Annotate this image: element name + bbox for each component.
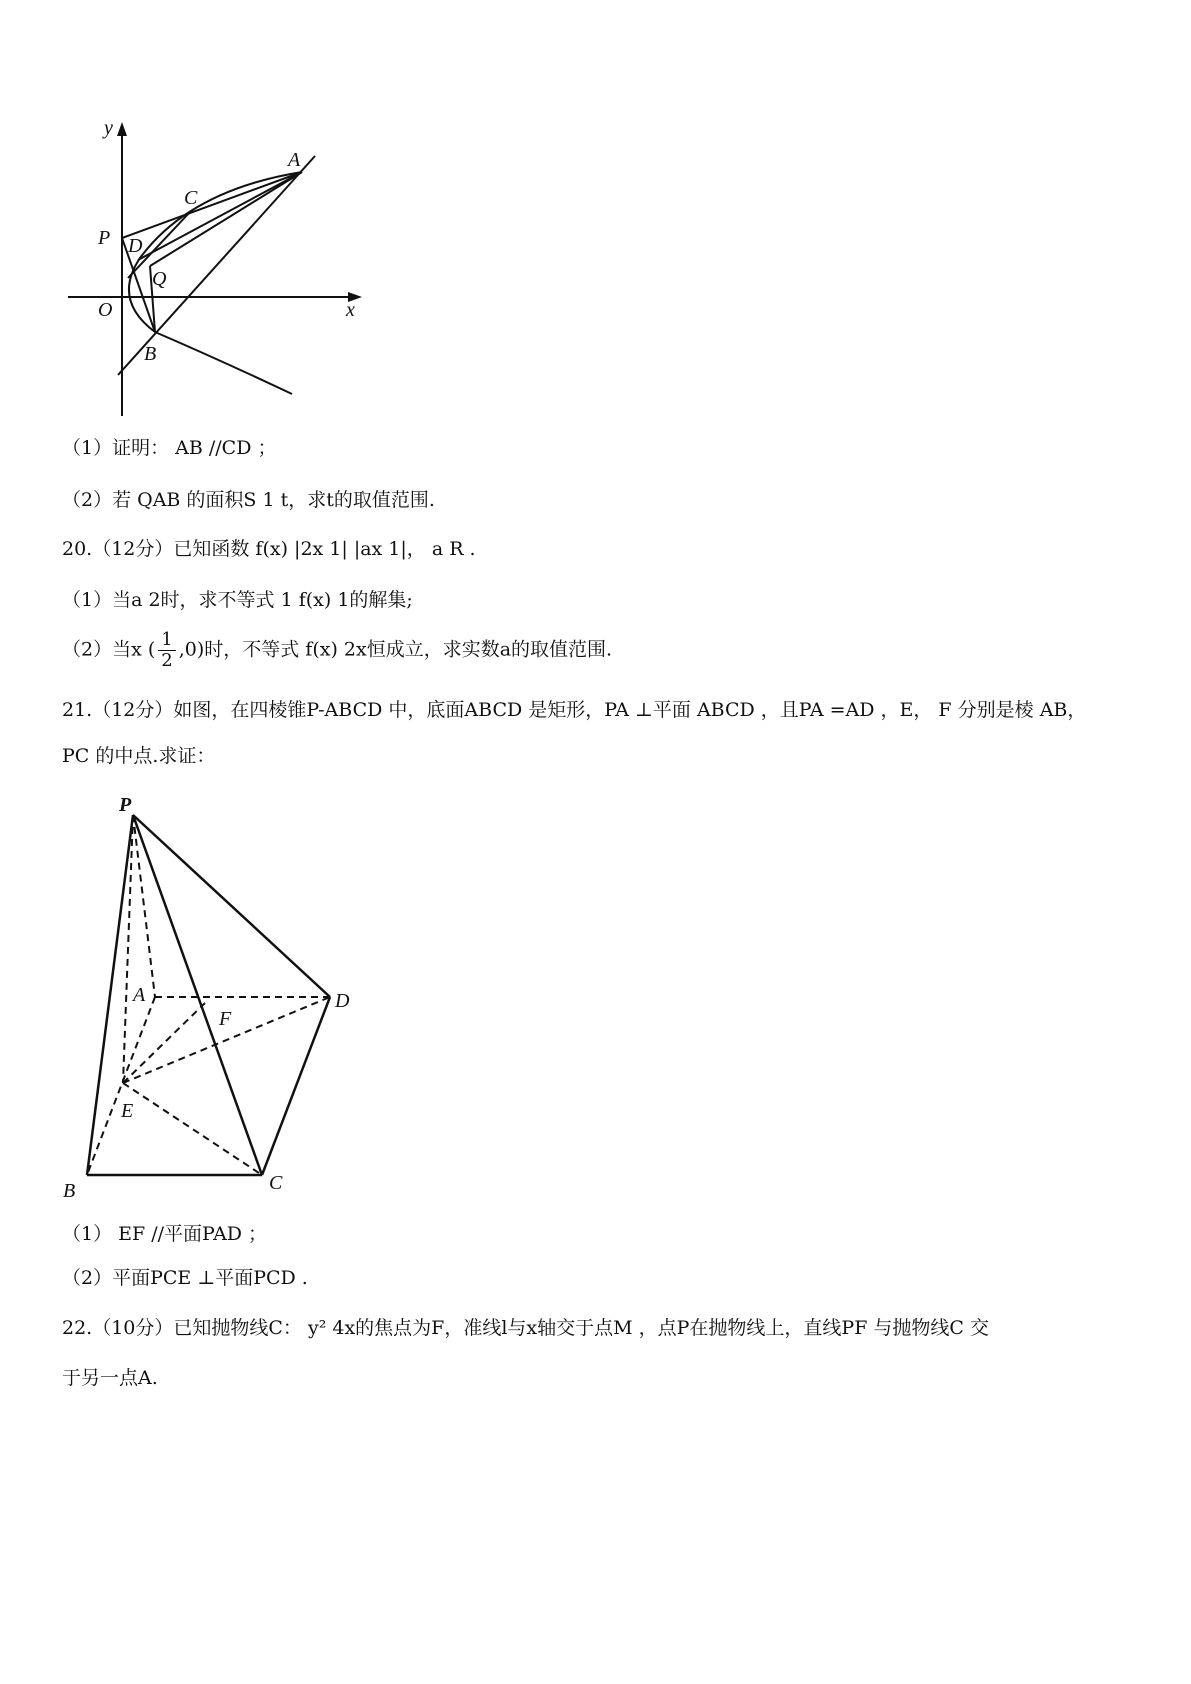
label-e2: E — [121, 1100, 134, 1122]
q20-part2-pre: （2）当x ( — [62, 638, 156, 661]
line-da — [138, 172, 302, 260]
frac-numerator: 1 — [158, 630, 175, 651]
q19-part2: （2）若 QAB 的面积S 1 t，求t的取值范围. — [62, 489, 435, 511]
label-q: Q — [152, 268, 167, 290]
edge-cd — [262, 997, 330, 1175]
label-a: A — [288, 149, 301, 171]
q20-part2 — [62, 630, 612, 671]
label-x: x — [346, 299, 355, 321]
y-axis-arrow — [117, 122, 127, 136]
segment-ec — [123, 1083, 262, 1175]
q21-stem-line2: PC 的中点.求证： — [62, 745, 216, 767]
q20-part2-post: ,0)时，不等式 f(x) 2x恒成立，求实数a的取值范围. — [178, 638, 613, 661]
q21-part2: （2）平面PCE ⊥平面PCD . — [62, 1267, 308, 1289]
segment-ef — [123, 1003, 205, 1083]
label-a2: A — [133, 984, 146, 1006]
q21-stem-line1: 21.（12分）如图，在四棱锥P-ABCD 中，底面ABCD 是矩形，PA ⊥平面 ABCD ，且PA =AD ，E， F 分别是棱 AB， — [62, 699, 1087, 721]
label-d: D — [128, 235, 143, 257]
q22-line2: 于另一点A. — [62, 1367, 158, 1389]
label-f2: F — [219, 1008, 232, 1030]
edge-pc — [133, 815, 262, 1175]
label-c2: C — [269, 1172, 283, 1194]
q22-line1: 22.（10分）已知抛物线C： y² 4x的焦点为F，准线l与x轴交于点M ，点P在抛物线上，直线PF 与抛物线C 交 — [62, 1317, 990, 1339]
label-b2: B — [63, 1180, 76, 1202]
fraction-one-half — [158, 630, 175, 671]
label-p2: P — [119, 794, 132, 816]
q20-part1: （1）当a 2时，求不等式 1 f(x) 1的解集; — [62, 589, 413, 611]
figure-parabola — [60, 110, 380, 430]
label-y: y — [104, 117, 113, 139]
frac-denominator: 2 — [161, 650, 173, 671]
label-o: O — [98, 299, 113, 321]
label-c: C — [184, 187, 198, 209]
label-p: P — [98, 227, 111, 249]
edge-pd — [133, 815, 330, 997]
q19-part1: （1）证明： AB //CD ； — [62, 437, 277, 459]
figure-pyramid — [55, 785, 385, 1205]
label-d2: D — [335, 990, 350, 1012]
q20-stem: 20.（12分）已知函数 f(x) |2x 1| |ax 1|， a R . — [62, 538, 476, 560]
label-b: B — [144, 343, 157, 365]
q21-part1: （1） EF //平面PAD ； — [62, 1223, 268, 1245]
